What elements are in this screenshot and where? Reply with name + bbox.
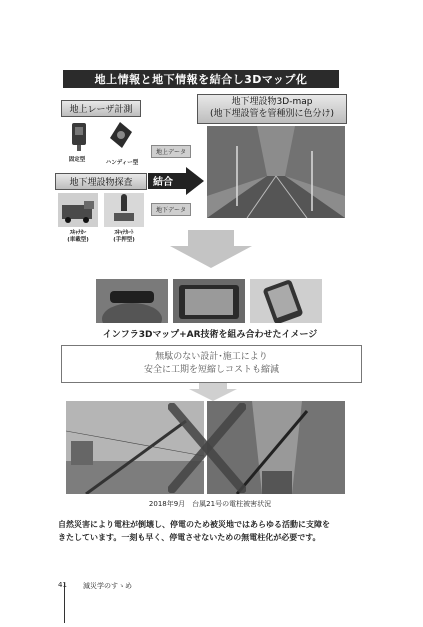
small-down-arrow — [189, 383, 237, 401]
down-arrow — [170, 230, 252, 268]
ground-data-tag: 地上データ — [151, 145, 191, 158]
ar-caption: インフラ3Dマップ+AR技術を組み合わせたイメージ — [102, 330, 318, 340]
underground-survey-label: 地下埋設物探査 — [55, 173, 147, 190]
body-line-1: 自然災害により電柱が倒壊し、停電のため被災地ではあらゆる活動に支障を — [58, 520, 330, 529]
footer-rule — [64, 583, 65, 623]
ar-tablet-image — [173, 279, 245, 323]
fixed-scanner-image — [66, 121, 92, 153]
scanner-vehicle-image — [58, 193, 98, 227]
underground-data-tag: 地下データ — [151, 203, 191, 216]
ar-goggles-image — [96, 279, 168, 323]
3d-map-title: 地下埋設物3D-map — [231, 97, 313, 108]
benefit-line-1: 無駄のない設計･施工により — [155, 352, 268, 363]
ar-smartphone-image — [250, 279, 322, 323]
handy-type-label: ハンディー型 — [105, 160, 139, 166]
cart-type-label: ｽｷｬﾅｶｰﾄ (手押型) — [113, 230, 135, 243]
body-text — [58, 519, 368, 545]
3d-map-label — [197, 94, 347, 124]
page-number: 41 — [58, 581, 67, 589]
fixed-type-label: 固定型 — [68, 157, 86, 163]
benefit-box — [61, 345, 362, 383]
body-line-2: きたしています。一刻も早く、停電させないための無電柱化が必要です。 — [58, 532, 321, 542]
vehicle-type-label: ｽｷｬﾅｶｰ (車載型) — [67, 230, 89, 243]
scanner-cart-image — [104, 193, 144, 227]
3d-map-subtitle: (地下埋設管を管種別に色分け) — [209, 109, 335, 119]
ground-laser-label: 地上レーザ計測 — [61, 100, 141, 117]
handy-scanner-image — [106, 118, 136, 154]
3d-map-image — [207, 126, 345, 218]
benefit-line-2: 安全に工期を短縮しコストも縮減 — [143, 365, 279, 375]
combine-label: 結合 — [153, 177, 173, 188]
photo-caption: 2018年9月 台風21号の電柱被害状況 — [148, 500, 272, 508]
section-title-banner: 地上情報と地下情報を結合し3Dマップ化 — [63, 70, 339, 88]
cross-mark-icon — [168, 403, 246, 493]
book-title: 減災学のすゝめ — [83, 582, 132, 590]
